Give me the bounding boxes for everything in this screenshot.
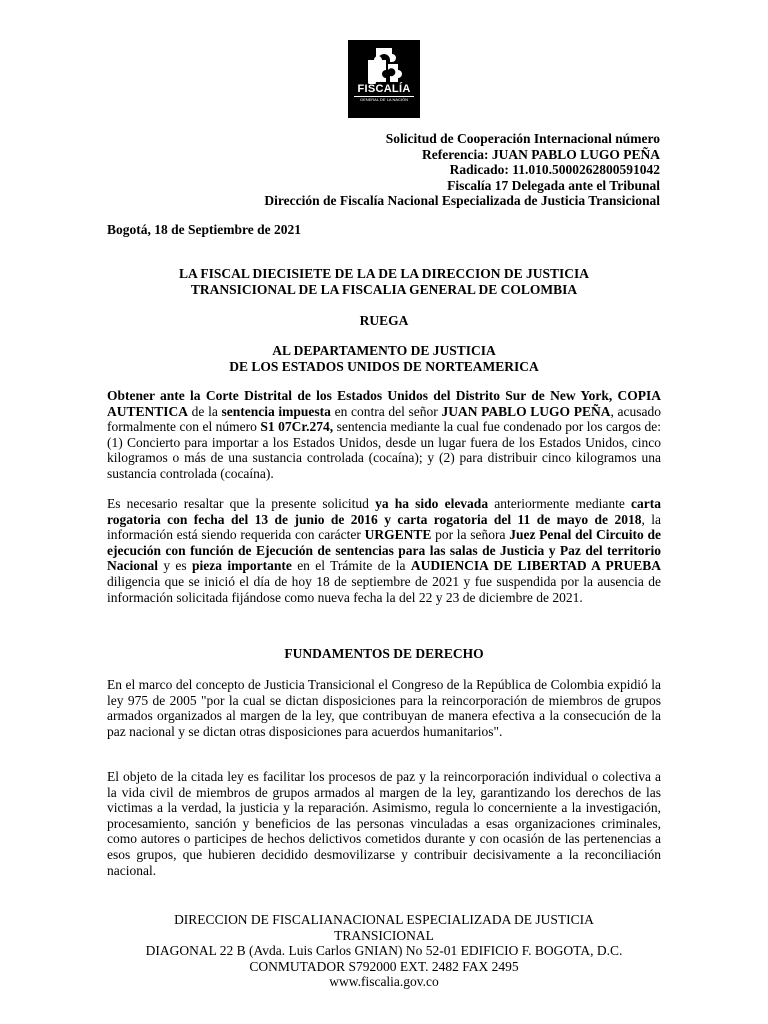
p2-text-5: y es bbox=[158, 558, 193, 574]
logo-name: FISCALÍA bbox=[357, 83, 411, 95]
heading-line-2: TRANSICIONAL DE LA FISCALIA GENERAL DE COLOMBIA bbox=[190, 281, 578, 297]
p2-bold-3: URGENTE bbox=[364, 527, 432, 543]
document-date: Bogotá, 18 de Septiembre de 2021 bbox=[107, 222, 301, 237]
ref-line-5: Dirección de Fiscalía Nacional Especializada de Justicia Transicional bbox=[264, 193, 660, 208]
p1-text-1: de la bbox=[188, 403, 222, 419]
p1-bold-3: JUAN PABLO LUGO PEÑA bbox=[441, 403, 611, 419]
fiscalia-logo bbox=[348, 40, 420, 118]
puzzle-emblem-icon bbox=[364, 46, 404, 84]
footer-line-1: DIRECCION DE FISCALIANACIONAL ESPECIALIZADA DE JUSTICIA bbox=[174, 912, 594, 927]
paragraph-1 bbox=[107, 388, 661, 482]
ref-line-1: Solicitud de Cooperación Internacional número bbox=[385, 131, 660, 146]
footer-line-3: DIAGONAL 22 B (Avda. Luis Carlos GNIAN) No 52-01 EDIFICIO F. BOGOTA, D.C. bbox=[145, 943, 623, 958]
addressee-line-1: AL DEPARTAMENTO DE JUSTICIA bbox=[272, 343, 496, 358]
p2-bold-6: AUDIENCIA DE LIBERTAD A PRUEBA bbox=[410, 558, 662, 574]
p2-text-1: Es necesario resaltar que la presente solicitud bbox=[107, 496, 376, 511]
p1-text-2: en contra del señor bbox=[330, 403, 442, 419]
heading bbox=[107, 266, 661, 297]
p2-text-4: por la señora bbox=[431, 527, 510, 543]
footer-line-2: TRANSICIONAL bbox=[334, 927, 434, 943]
paragraph-3: En el marco del concepto de Justicia Transicional el Congreso de la República de Colombia expidió la ley 975 de 2005 "por la cual se dictan disposiciones para la reincorporación de miembros de grupos armados organizados al margen de la ley, que contribuyan de manera efectiva a la consecución de la paz nacional y se dictan otras disposiciones para acuerdos humanitarios". bbox=[107, 677, 661, 739]
ref-line-2: Referencia: JUAN PABLO LUGO PEÑA bbox=[422, 146, 660, 162]
addressee bbox=[107, 343, 661, 374]
footer-line-4: CONMUTADOR S792000 EXT. 2482 FAX 2495 bbox=[249, 958, 519, 974]
ref-line-4: Fiscalía 17 Delegada ante el Tribunal bbox=[447, 177, 660, 193]
addressee-line-2: DE LOS ESTADOS UNIDOS DE NORTEAMERICA bbox=[229, 358, 539, 374]
footer-website: www.fiscalia.gov.co bbox=[329, 974, 439, 989]
p1-bold-1: Obtener ante la Corte Distrital de los Estados Unidos del Distrito Sur de New York, COPIA AUTENTICA bbox=[107, 388, 661, 419]
section-title: FUNDAMENTOS DE DERECHO bbox=[284, 646, 484, 661]
paragraph-4: El objeto de la citada ley es facilitar los procesos de paz y la reincorporación individual o colectiva a la vida civil de miembros de grupos armados al margen de la ley, garantizando los derechos de las victimas a la verdad, la justicia y la reparación. Asimismo, regula lo concerniente a la investigación, procesamiento, sanción y beneficios de las personas vinculadas a esas organizaciones criminales, como autores o participes de hechos delictivos cometidos durante y con ocasión de las pertenencias a esos grupos, que hubieren decidido desmovilizarse y contribuir decisivamente a la reconciliación nacional. bbox=[107, 769, 661, 878]
p1-text-4: sentencia mediante la cual fue condenado por los cargos de: (1) Concierto para importar a los Estados Unidos, desde un lugar fuera de los Estados Unidos, cinco kilogramos o más de una sustancia controlada (cocaína); y (2) para distribuir cinco kilogramos una sustancia controlada (cocaína). bbox=[107, 419, 661, 481]
p2-bold-1: ya ha sido elevada bbox=[375, 496, 489, 511]
reference-block bbox=[264, 131, 660, 209]
p2-text-2: anteriormente mediante bbox=[488, 496, 632, 511]
footer bbox=[107, 912, 661, 990]
paragraph-2 bbox=[107, 496, 661, 605]
logo-subtitle: GENERAL DE LA NACIÓN bbox=[354, 96, 414, 102]
ref-line-3: Radicado: 11.010.5000262800591042 bbox=[449, 162, 660, 177]
p2-bold-4: Juez Penal del Circuito de ejecución con función de Ejecución de sentencias para las salas de Justicia y Paz del territorio Nacional bbox=[107, 527, 662, 574]
p2-bold-2: carta rogatoria con fecha del 13 de junio de 2016 y carta rogatoria del 11 de mayo de 2018 bbox=[107, 496, 661, 527]
p2-text-7: diligencia que se inició el día de hoy 18 de septiembre de 2021 y fue suspendida por la ausencia de información solicitada fijándose como nueva fecha la del 22 y 23 de diciembre de 2021. bbox=[107, 573, 661, 605]
heading-line-1: LA FISCAL DIECISIETE DE LA DE LA DIRECCION DE JUSTICIA bbox=[179, 266, 589, 281]
p2-text-3: , la información está siendo requerida con carácter bbox=[107, 511, 661, 543]
p2-text-6: en el Trámite de la bbox=[291, 558, 411, 574]
p1-text-3: , acusado formalmente con el número bbox=[107, 403, 661, 435]
p1-bold-4: S1 07Cr.274, bbox=[260, 419, 334, 435]
p1-bold-2: sentencia impuesta bbox=[221, 403, 331, 419]
p2-bold-5: pieza importante bbox=[192, 558, 292, 574]
ruega-title: RUEGA bbox=[359, 313, 409, 328]
